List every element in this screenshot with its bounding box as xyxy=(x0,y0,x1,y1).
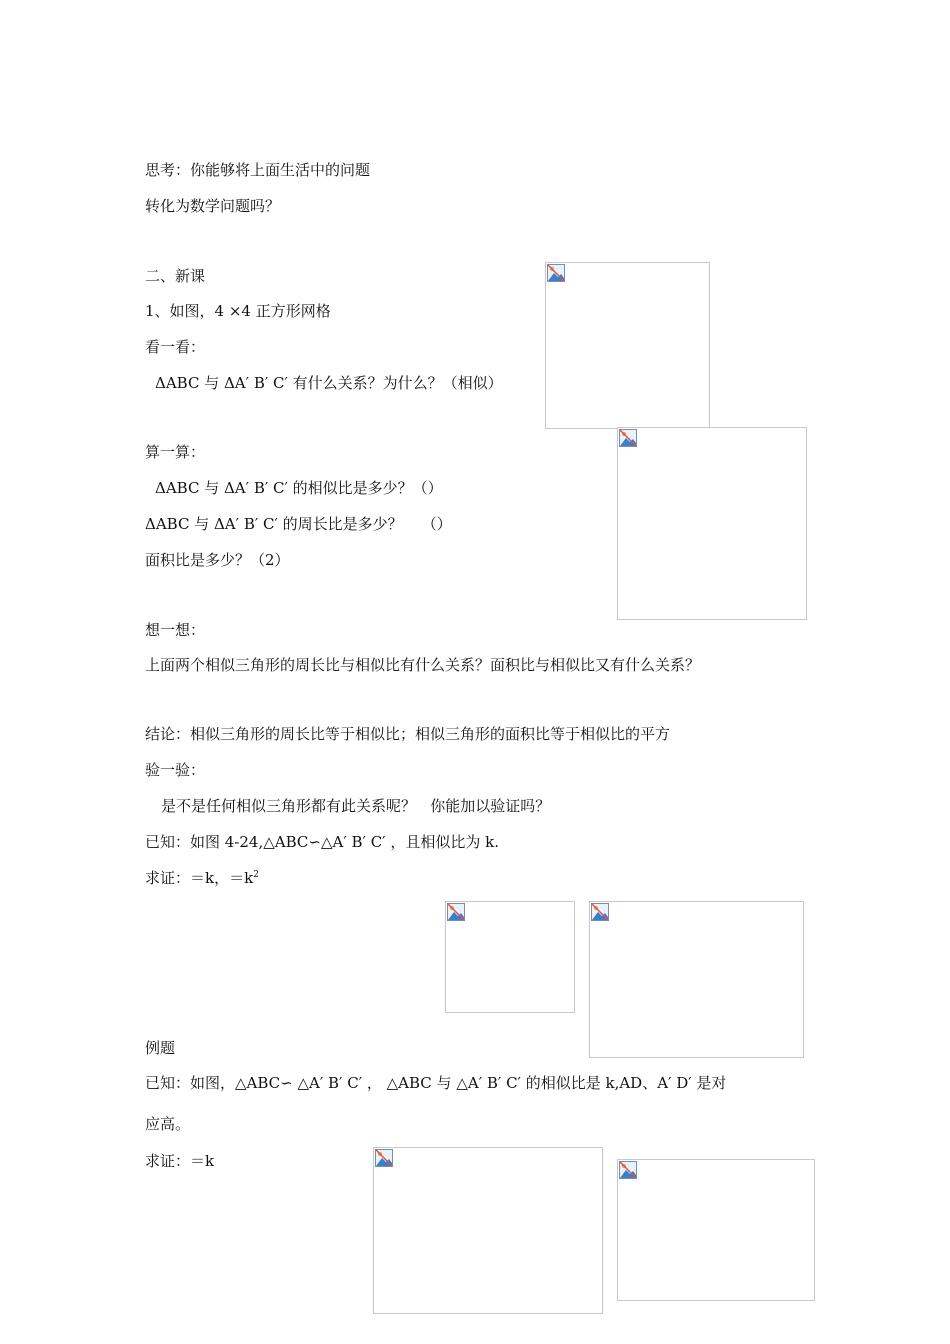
figure-triangles-1 xyxy=(617,427,807,620)
given-2: 已知：如图，△ABC∽ △A′ B′ C′ ， △ABC 与 △A′ B′ C′ 的相似比是 k,AD、A′ D′ 是对 xyxy=(145,1074,727,1092)
figure-example-left xyxy=(373,1147,603,1314)
given-1: 已知：如图 4-24,△ABC∽△A′ B′ C′ ，且相似比为 k. xyxy=(145,833,499,851)
think-line-2: 转化为数学问题吗？ xyxy=(145,197,281,215)
look-question: ΔABC 与 ΔA′ B′ C′ 有什么关系？为什么？（相似） xyxy=(155,374,503,392)
broken-image-icon xyxy=(547,264,565,282)
broken-image-icon xyxy=(619,1161,637,1179)
figure-4-24-right xyxy=(589,901,804,1058)
given-2-continued: 应高。 xyxy=(145,1115,191,1133)
think-line-1: 思考：你能够将上面生活中的问题 xyxy=(145,161,371,179)
calc-question-1: ΔABC 与 ΔA′ B′ C′ 的相似比是多少？（） xyxy=(155,479,443,497)
calc-question-2: ΔABC 与 ΔA′ B′ C′ 的周长比是多少？ （） xyxy=(145,515,452,533)
look-heading: 看一看： xyxy=(145,338,206,356)
verify-question: 是不是任何相似三角形都有此关系呢？ 你能加以验证吗？ xyxy=(161,797,551,815)
prove-1-superscript: 2 xyxy=(253,870,259,880)
calc-heading: 算一算： xyxy=(145,443,206,461)
broken-image-icon xyxy=(619,429,637,447)
example-heading: 例题 xyxy=(145,1039,176,1057)
prove-1-text: 求证：＝k，＝k xyxy=(145,869,254,887)
conclusion: 结论：相似三角形的周长比等于相似比；相似三角形的面积比等于相似比的平方 xyxy=(145,725,671,743)
prove-1 xyxy=(145,868,259,888)
broken-image-icon xyxy=(375,1149,393,1167)
question-1: 1、如图，4 ×4 正方形网格 xyxy=(145,302,331,320)
figure-grid xyxy=(545,262,710,429)
figure-4-24-left xyxy=(445,901,575,1013)
calc-question-3: 面积比是多少？（2） xyxy=(145,551,290,569)
think2-heading: 想一想： xyxy=(145,621,206,639)
verify-heading: 验一验： xyxy=(145,761,206,779)
broken-image-icon xyxy=(591,903,609,921)
broken-image-icon xyxy=(447,903,465,921)
think2-question: 上面两个相似三角形的周长比与相似比有什么关系？面积比与相似比又有什么关系？ xyxy=(145,656,701,674)
figure-example-right xyxy=(617,1159,815,1301)
prove-2: 求证：＝k xyxy=(145,1152,215,1170)
section-heading: 二、新课 xyxy=(145,267,206,285)
